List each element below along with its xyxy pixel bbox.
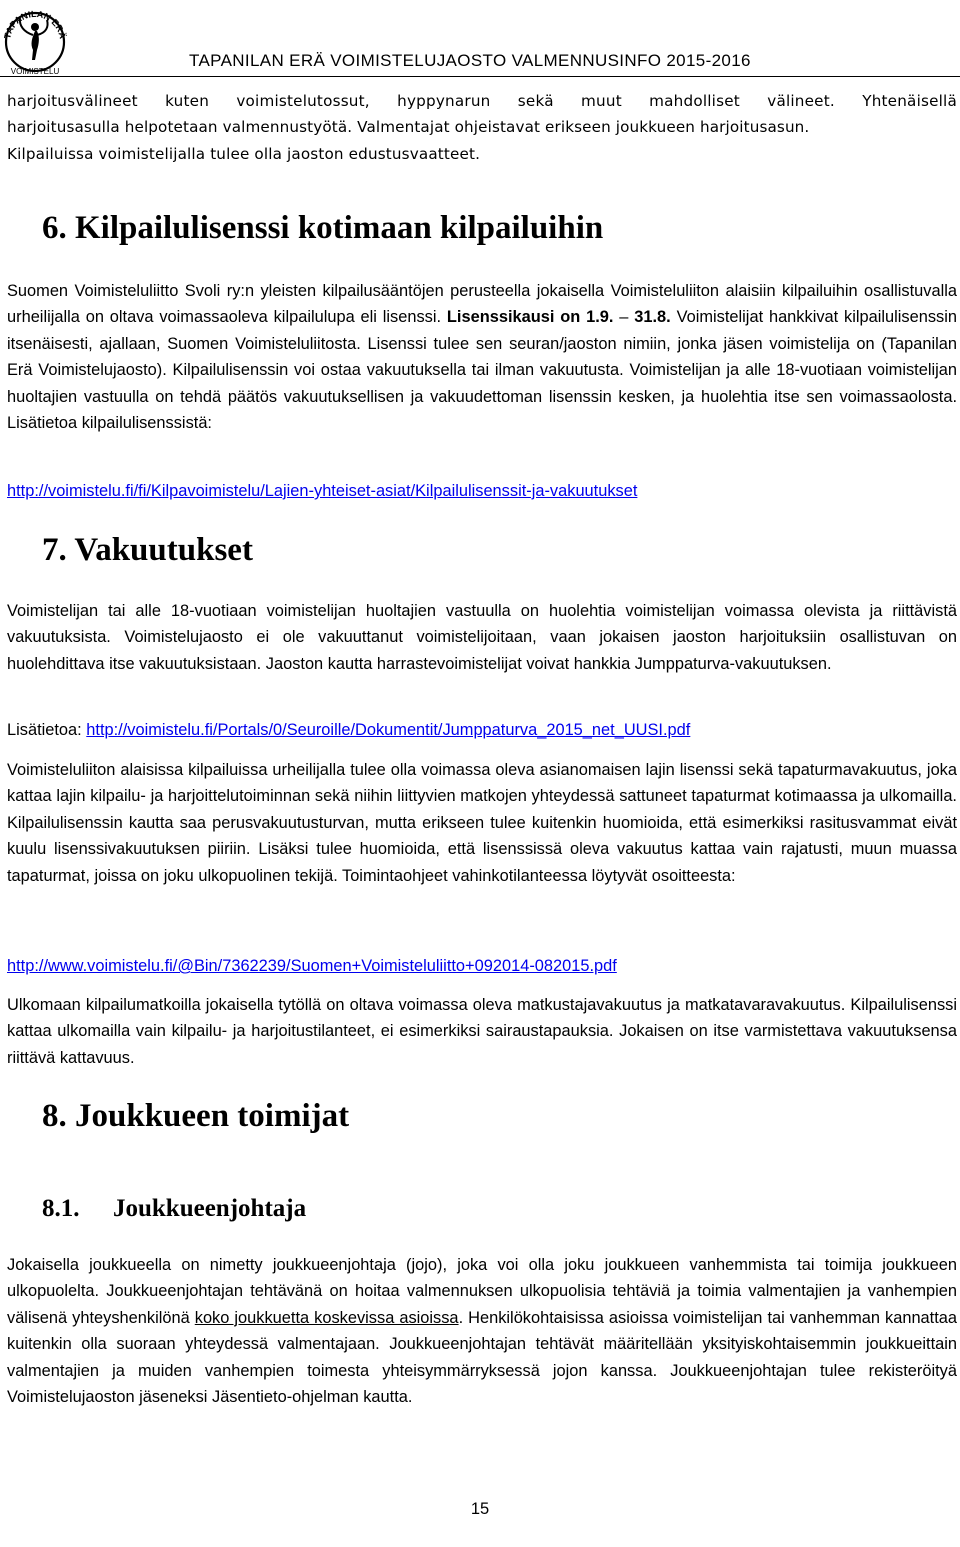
section-6-text: Suomen Voimisteluliitto Svoli ry:n yleisten kilpailusääntöjen perusteella jokaisella Voimisteluliiton alaisiin	[7, 282, 776, 300]
intro-paragraph	[7, 88, 957, 167]
subsection-8-1-number: 8.1.	[42, 1195, 80, 1222]
intro-line: harjoitusvälineet kuten voimistelutossut, hyppynarun sekä muut mahdolliset välineet. Yhtenäisellä	[7, 92, 957, 110]
section-7-link-line	[7, 953, 957, 979]
section-8-paragraph	[7, 1252, 957, 1410]
document-header-title: TAPANILAN ERÄ VOIMISTELUJAOSTO VALMENNUSINFO 2015-2016	[189, 51, 751, 70]
section-6-text: Voimistelijat hankkivat kilpailulisenssin itsenäisesti, ajallaan, Suomen Voimisteluliitosta. Lisenssi tulee sen seuran/jaoston nimiin, jonka jäsen voimistelija on (Tapanilan Erä Voimistelujaosto). Kilpailulisenssin voi ostaa vakuutuksella tai ilman vakuutusta. Voimistelijan ja alle 18-vuotiaan voimistelijan huoltajien vastuulla on tehdä päätös vakuutuksellisen ja vakuudettoman lisenssin kesken, ja huolehtia itse sen voimassaolosta. Lisätietoa kilpailulisenssistä:	[7, 308, 957, 433]
underlined-phrase: koko joukkuetta koskevissa asioissa	[194, 1308, 459, 1327]
section-7-more-info	[7, 717, 957, 743]
subsection-8-1-title: Joukkueenjohtaja	[113, 1195, 307, 1222]
header-divider	[0, 76, 960, 77]
section-6-link-line	[7, 478, 957, 504]
section-8-heading: 8. Joukkueen toimijat	[42, 1098, 350, 1134]
section-8-text: . Henkilökohtaisissa asioissa voimistelijan tai vanhemman kannattaa kuitenkin olla suoraan yhteydessä valmentajaan. Joukkueenjohtajan tehtävät määritellään yksityiskohtaisemmin joukkueittain valmentajien ja muiden vanhempien toimesta yhteisymmärryksessä jojon kanssa. Joukkueenjohtajan tulee rekisteröityä Voimistelujaoston jäseneksi Jäsentieto-ohjelman kautta.	[7, 1308, 958, 1407]
section-7-paragraph-3: Voimisteluliiton alaisissa kilpailuissa urheilijalla tulee olla voimassa oleva asianomaisen lajin lisenssi sekä tapaturmavakuutus, joka kattaa lajin kilpailu- ja harjoittelutoiminnan sekä niihin liittyvien matkojen yhteydessä sattuneet tapaturmat kotimaassa ja ulkomailla. Kilpailulisenssin kautta saa perusvakuutusturvan, mutta erikseen tulee kuitenkin huomioida, että esimerkiksi rasitusvammat eivät kuulu lisenssivakuutuksen piiriin. Lisäksi tulee huomioida, että lisenssissä oleva vakuutus kattaa vain rajatusti, muun muassa tapaturmat, joissa on joku ulkopuolinen tekijä. Toimintaohjeet vahinkotilanteessa löytyvät osoitteesta:	[7, 761, 957, 885]
license-info-link[interactable]: http://voimistelu.fi/fi/Kilpavoimistelu/Lajien-yhteiset-asiat/Kilpailulisenssit-ja-vakuutukset	[7, 482, 638, 500]
jumppaturva-link[interactable]: http://voimistelu.fi/Portals/0/Seuroille/Dokumentit/Jumppaturva_2015_net_UUSI.pdf	[86, 721, 691, 739]
logo-top-text: TAPANILAN ERÄ	[2, 8, 68, 40]
page-header	[0, 0, 960, 80]
section-7-paragraph-1: Voimistelijan tai alle 18-vuotiaan voimistelijan huoltajien vastuulla on huolehtia voimistelijan voimassa olevista ja riittävistä vakuutuksista. Voimistelujaosto ei ole vakuuttanut voimistelijoitaan, vaan jokaisen jaoston harjoituksiin osallistuvan on huolehdittava itse vakuutuksistaan. Jaoston kautta harrastevoimistelijat voivat hankkia Jumppaturva-vakuutuksen.	[7, 602, 957, 673]
license-period-end: 31.8.	[634, 308, 671, 327]
intro-line: harjoitusasulla helpotetaan valmennustyötä. Valmentajat ohjeistavat erikseen joukkueen harjoitusasun.	[7, 118, 810, 137]
more-info-label: Lisätietoa:	[7, 721, 82, 739]
club-logo	[2, 2, 68, 76]
logo-bottom-text: VOIMISTELU	[10, 67, 60, 76]
instructions-link[interactable]: http://www.voimistelu.fi/@Bin/7362239/Suomen+Voimisteluliitto+092014-082015.pdf	[7, 957, 617, 975]
section-6-text: kilpailuihin osallistuvalla urheilijalla on oltava voimassaoleva kilpailulupa eli lisenssi.	[7, 282, 957, 327]
section-7-paragraph-5: Ulkomaan kilpailumatkoilla jokaisella tytöllä on oltava voimassa oleva matkustajavakuutus ja matkatavaravakuutus. Kilpailulisenssi kattaa ulkomailla vain kilpailu- ja harjoitustilanteet, ei esimerkiksi sairaustapauksia. Jokaisen on itse varmistettava vakuutuksensa riittävä kattavuus.	[7, 996, 957, 1067]
section-8-text: Jokaisella joukkueella on nimetty joukkueenjohtaja (jojo), joka voi olla joku joukkueen vanhemmista tai toimija joukkueen ulkopuolelta. Joukkueenjohtajan tehtävänä on hoitaa valmennuksen ulkopuolisia tehtäviä ja toimia valmentajien ja vanhempien välisenä yhteyshenkilönä	[7, 1256, 957, 1327]
intro-line: Kilpailuissa voimistelijalla tulee olla jaoston edustusvaatteet.	[7, 144, 481, 163]
page-number: 15	[470, 1500, 490, 1518]
section-6-heading: 6. Kilpailulisenssi kotimaan kilpailuihin	[42, 210, 604, 246]
section-6-paragraph: Suomen Voimisteluliitto Svoli ry:n yleisten kilpailusääntöjen perusteella jokaisella Voimisteluliiton alaisiin kilpailuihin osallistuvalla urheilijalla on oltava voimassaoleva kilpailulupa eli lisenssi. Lisenssikausi on 1.9. – 31.8. Voimistelijat hankkivat kilpailulisenssin itsenäisesti, ajallaan, Suomen Voimisteluliitosta. Lisenssi tulee sen seuran/jaoston nimiin, jonka jäsen voimistelija on (Tapanilan Erä Voimistelujaosto). Kilpailulisenssin voi ostaa vakuutuksella tai ilman vakuutusta. Voimistelijan ja alle 18-vuotiaan voimistelijan huoltajien vastuulla on tehdä päätös vakuutuksellisen ja vakuudettoman lisenssin kesken, ja huolehtia itse sen voimassaolosta. Lisätietoa kilpailulisenssistä:	[7, 282, 957, 433]
section-7-heading: 7. Vakuutukset	[42, 532, 253, 568]
license-period-start: Lisenssikausi on 1.9.	[446, 308, 614, 327]
